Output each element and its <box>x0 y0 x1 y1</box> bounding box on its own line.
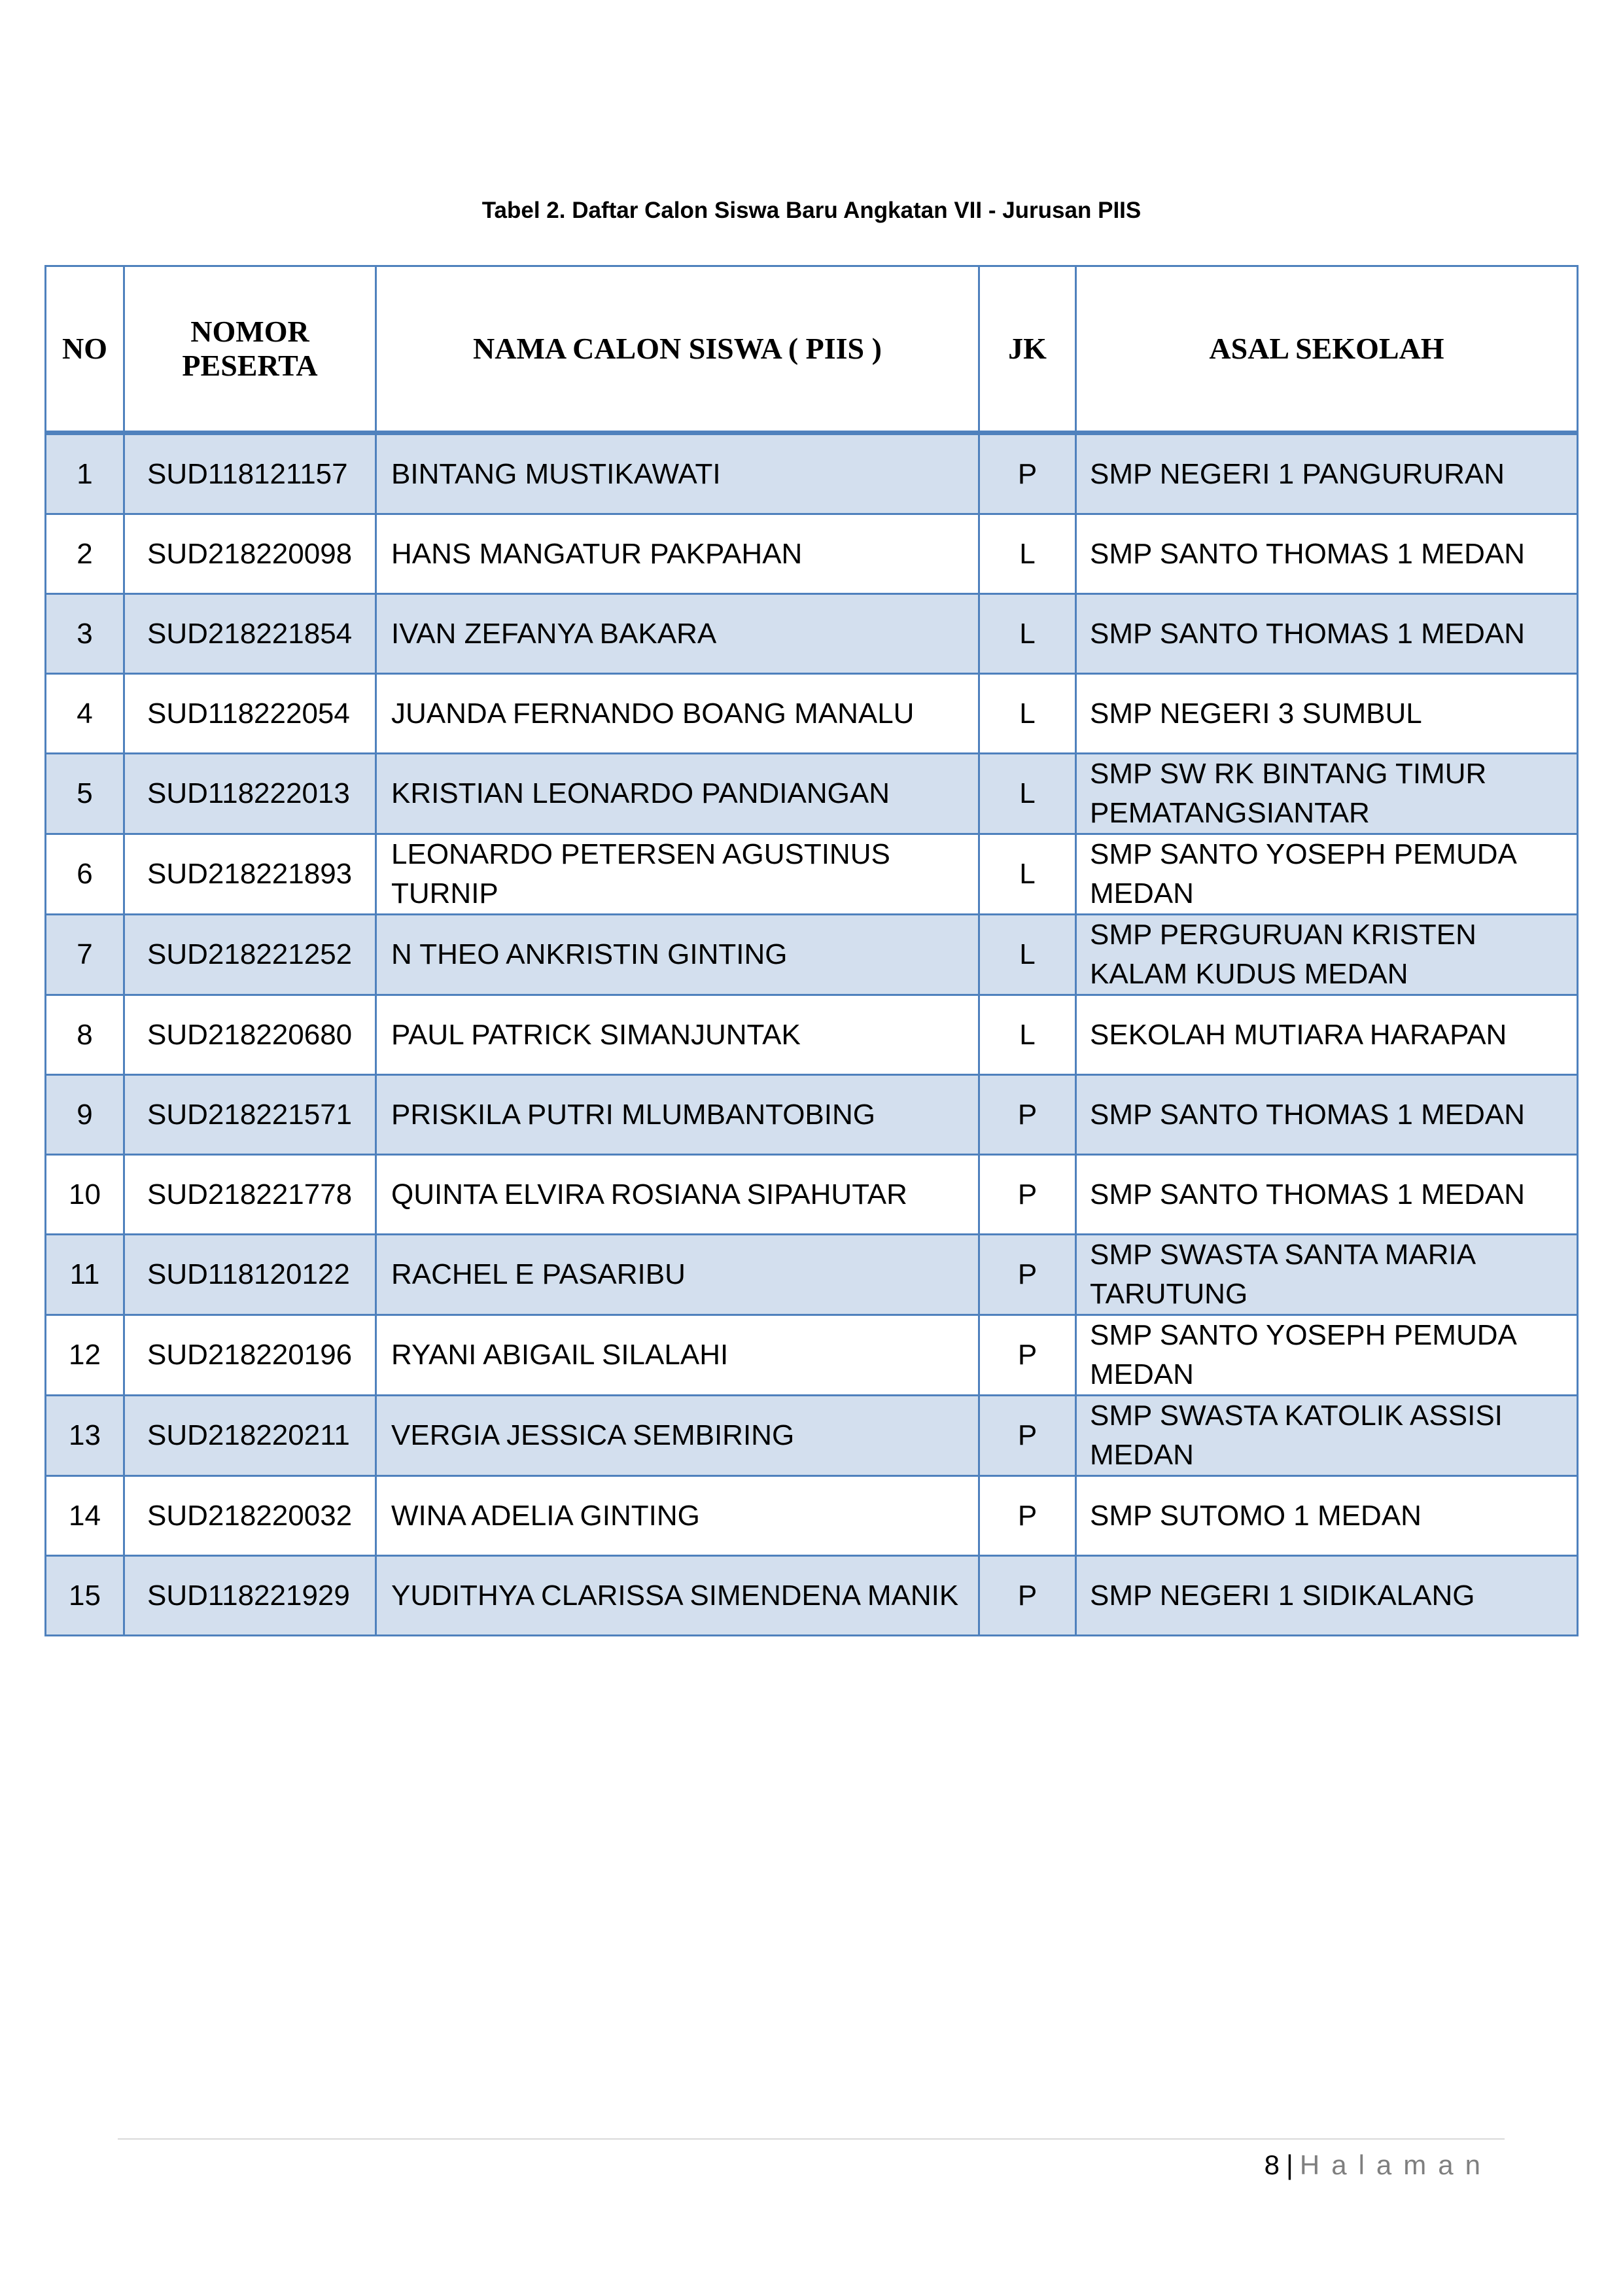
table-row <box>46 514 1578 594</box>
cell-no: 10 <box>46 1155 124 1235</box>
table-row <box>46 433 1578 514</box>
cell-nama: HANS MANGATUR PAKPAHAN <box>376 514 979 594</box>
cell-asal-sekolah: SMP SANTO THOMAS 1 MEDAN <box>1076 1075 1578 1155</box>
header-nomor-peserta <box>124 266 376 433</box>
footer-label: Halaman <box>1299 2149 1492 2180</box>
cell-no: 1 <box>46 433 124 514</box>
cell-no: 5 <box>46 754 124 834</box>
header-nama: NAMA CALON SISWA ( PIIS ) <box>376 266 979 433</box>
cell-jk: P <box>979 1315 1076 1396</box>
table-row <box>46 915 1578 995</box>
cell-no: 8 <box>46 995 124 1075</box>
cell-nomor-peserta: SUD218221252 <box>124 915 376 995</box>
header-no: NO <box>46 266 124 433</box>
table-row <box>46 594 1578 674</box>
header-nomor-peserta-label: NOMOR PESERTA <box>182 315 318 382</box>
cell-nomor-peserta: SUD118121157 <box>124 433 376 514</box>
cell-nama: PAUL PATRICK SIMANJUNTAK <box>376 995 979 1075</box>
table-row <box>46 1075 1578 1155</box>
cell-nomor-peserta: SUD218221893 <box>124 834 376 915</box>
cell-asal-sekolah: SMP SANTO YOSEPH PEMUDA MEDAN <box>1076 1315 1578 1396</box>
cell-nama: IVAN ZEFANYA BAKARA <box>376 594 979 674</box>
table-row <box>46 1235 1578 1315</box>
cell-nama: YUDITHYA CLARISSA SIMENDENA MANIK <box>376 1556 979 1636</box>
cell-nama: QUINTA ELVIRA ROSIANA SIPAHUTAR <box>376 1155 979 1235</box>
table-row <box>46 1315 1578 1396</box>
page-number: 8 <box>1264 2149 1280 2180</box>
cell-nama: N THEO ANKRISTIN GINTING <box>376 915 979 995</box>
cell-jk: L <box>979 834 1076 915</box>
cell-jk: P <box>979 1075 1076 1155</box>
cell-nomor-peserta: SUD218221778 <box>124 1155 376 1235</box>
cell-jk: P <box>979 1155 1076 1235</box>
cell-nomor-peserta: SUD118222013 <box>124 754 376 834</box>
cell-jk: P <box>979 1476 1076 1556</box>
cell-no: 11 <box>46 1235 124 1315</box>
cell-nama: VERGIA JESSICA SEMBIRING <box>376 1396 979 1476</box>
cell-asal-sekolah: SMP SANTO THOMAS 1 MEDAN <box>1076 1155 1578 1235</box>
cell-asal-sekolah: SMP SWASTA KATOLIK ASSISI MEDAN <box>1076 1396 1578 1476</box>
table-row <box>46 674 1578 754</box>
cell-no: 3 <box>46 594 124 674</box>
cell-nama: PRISKILA PUTRI MLUMBANTOBING <box>376 1075 979 1155</box>
cell-asal-sekolah: SEKOLAH MUTIARA HARAPAN <box>1076 995 1578 1075</box>
cell-no: 7 <box>46 915 124 995</box>
footer-divider <box>118 2138 1505 2140</box>
cell-no: 4 <box>46 674 124 754</box>
table-body <box>46 433 1578 1636</box>
cell-asal-sekolah: SMP PERGURUAN KRISTEN KALAM KUDUS MEDAN <box>1076 915 1578 995</box>
table-row <box>46 995 1578 1075</box>
header-asal-sekolah: ASAL SEKOLAH <box>1076 266 1578 433</box>
cell-nomor-peserta: SUD218220211 <box>124 1396 376 1476</box>
cell-nama: LEONARDO PETERSEN AGUSTINUS TURNIP <box>376 834 979 915</box>
cell-nama: KRISTIAN LEONARDO PANDIANGAN <box>376 754 979 834</box>
cell-nomor-peserta: SUD218220098 <box>124 514 376 594</box>
cell-nama: BINTANG MUSTIKAWATI <box>376 433 979 514</box>
cell-nama: JUANDA FERNANDO BOANG MANALU <box>376 674 979 754</box>
cell-nomor-peserta: SUD218221854 <box>124 594 376 674</box>
cell-nomor-peserta: SUD218221571 <box>124 1075 376 1155</box>
cell-no: 14 <box>46 1476 124 1556</box>
cell-no: 12 <box>46 1315 124 1396</box>
table-row <box>46 1396 1578 1476</box>
cell-nama: WINA ADELIA GINTING <box>376 1476 979 1556</box>
cell-no: 2 <box>46 514 124 594</box>
table-row <box>46 1556 1578 1636</box>
cell-asal-sekolah: SMP SANTO YOSEPH PEMUDA MEDAN <box>1076 834 1578 915</box>
cell-jk: L <box>979 594 1076 674</box>
cell-jk: L <box>979 915 1076 995</box>
cell-asal-sekolah: SMP SWASTA SANTA MARIA TARUTUNG <box>1076 1235 1578 1315</box>
cell-jk: P <box>979 433 1076 514</box>
table-row <box>46 754 1578 834</box>
cell-jk: L <box>979 995 1076 1075</box>
cell-asal-sekolah: SMP SANTO THOMAS 1 MEDAN <box>1076 514 1578 594</box>
cell-nomor-peserta: SUD218220680 <box>124 995 376 1075</box>
cell-asal-sekolah: SMP NEGERI 1 PANGURURAN <box>1076 433 1578 514</box>
cell-no: 6 <box>46 834 124 915</box>
cell-nomor-peserta: SUD118120122 <box>124 1235 376 1315</box>
footer-separator: | <box>1285 2149 1293 2180</box>
table-caption: Tabel 2. Daftar Calon Siswa Baru Angkatan VII - Jurusan PIIS <box>481 198 1142 223</box>
cell-nomor-peserta: SUD118222054 <box>124 674 376 754</box>
cell-jk: L <box>979 514 1076 594</box>
cell-no: 15 <box>46 1556 124 1636</box>
cell-jk: L <box>979 674 1076 754</box>
page-footer <box>1265 2147 1492 2183</box>
table-header <box>46 266 1578 433</box>
cell-no: 9 <box>46 1075 124 1155</box>
cell-nama: RACHEL E PASARIBU <box>376 1235 979 1315</box>
cell-asal-sekolah: SMP SANTO THOMAS 1 MEDAN <box>1076 594 1578 674</box>
cell-asal-sekolah: SMP SUTOMO 1 MEDAN <box>1076 1476 1578 1556</box>
cell-asal-sekolah: SMP NEGERI 3 SUMBUL <box>1076 674 1578 754</box>
cell-asal-sekolah: SMP SW RK BINTANG TIMUR PEMATANGSIANTAR <box>1076 754 1578 834</box>
cell-jk: P <box>979 1396 1076 1476</box>
cell-asal-sekolah: SMP NEGERI 1 SIDIKALANG <box>1076 1556 1578 1636</box>
cell-nomor-peserta: SUD218220196 <box>124 1315 376 1396</box>
cell-nama: RYANI ABIGAIL SILALAHI <box>376 1315 979 1396</box>
header-jk: JK <box>979 266 1076 433</box>
cell-nomor-peserta: SUD218220032 <box>124 1476 376 1556</box>
cell-jk: L <box>979 754 1076 834</box>
header-row <box>46 266 1578 433</box>
cell-nomor-peserta: SUD118221929 <box>124 1556 376 1636</box>
table-row <box>46 834 1578 915</box>
student-table <box>44 265 1579 1636</box>
cell-jk: P <box>979 1556 1076 1636</box>
table-row <box>46 1476 1578 1556</box>
table-row <box>46 1155 1578 1235</box>
cell-jk: P <box>979 1235 1076 1315</box>
cell-no: 13 <box>46 1396 124 1476</box>
